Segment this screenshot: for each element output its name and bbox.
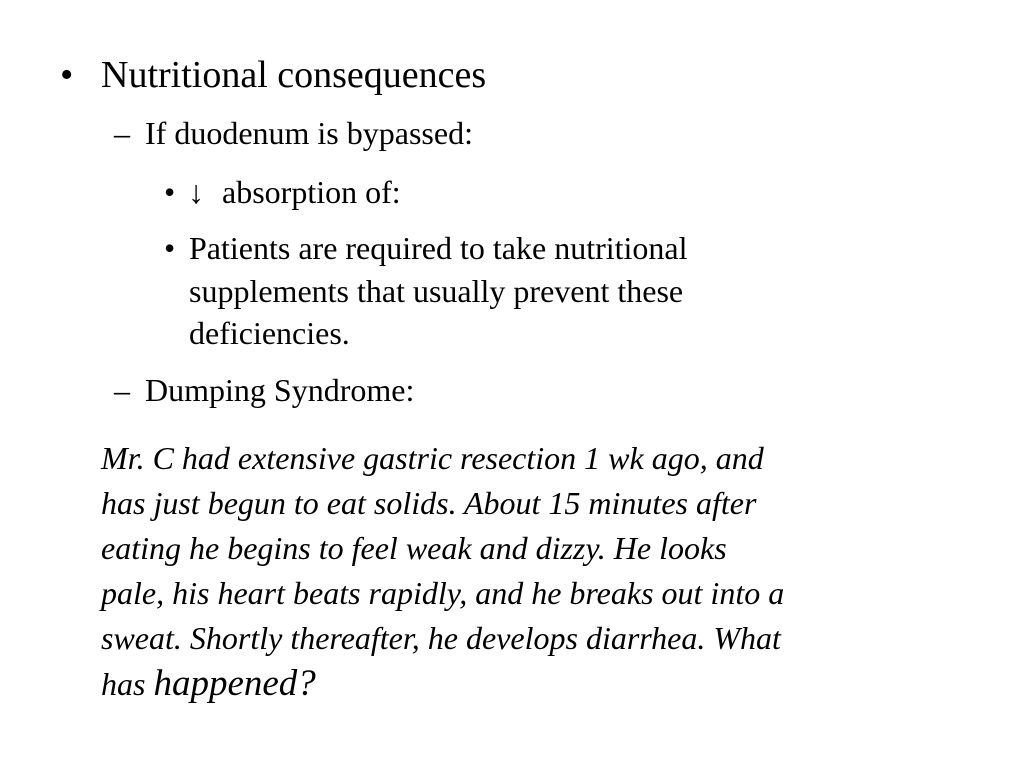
case-study-line: Mr. C had extensive gastric resection 1 wk ago, and xyxy=(101,440,764,476)
bullet-marker: • xyxy=(60,54,74,96)
subsubpoint-supplements-line2: supplements that usually prevent these xyxy=(189,273,684,309)
case-study-line: eating he begins to feel weak and dizzy. He looks xyxy=(101,530,727,566)
case-study-last-line xyxy=(101,661,981,707)
down-arrow-icon: ↓ xyxy=(188,174,204,210)
subpoint-dumping-syndrome: Dumping Syndrome: xyxy=(145,372,415,408)
case-study-happened: happened? xyxy=(153,663,316,704)
case-study-paragraph xyxy=(101,436,981,707)
dash-marker: – xyxy=(114,115,130,151)
bullet-marker: • xyxy=(164,174,176,210)
bullet-marker: • xyxy=(164,230,176,266)
subsubpoint-supplements-line3: deficiencies. xyxy=(189,315,350,351)
subsubpoint-supplements-line1: Patients are required to take nutritional xyxy=(189,230,688,266)
subsubpoint-absorption: absorption of: xyxy=(222,174,401,210)
dash-marker: – xyxy=(114,372,130,408)
heading-nutritional-consequences: Nutritional consequences xyxy=(101,54,487,96)
subpoint-duodenum-bypassed: If duodenum is bypassed: xyxy=(145,115,473,151)
case-study-line: pale, his heart beats rapidly, and he breaks out into a xyxy=(101,575,785,611)
case-study-line: has just begun to eat solids. About 15 minutes after xyxy=(101,485,757,521)
case-study-has: has xyxy=(101,666,146,702)
case-study-line: sweat. Shortly thereafter, he develops diarrhea. What xyxy=(101,620,781,656)
